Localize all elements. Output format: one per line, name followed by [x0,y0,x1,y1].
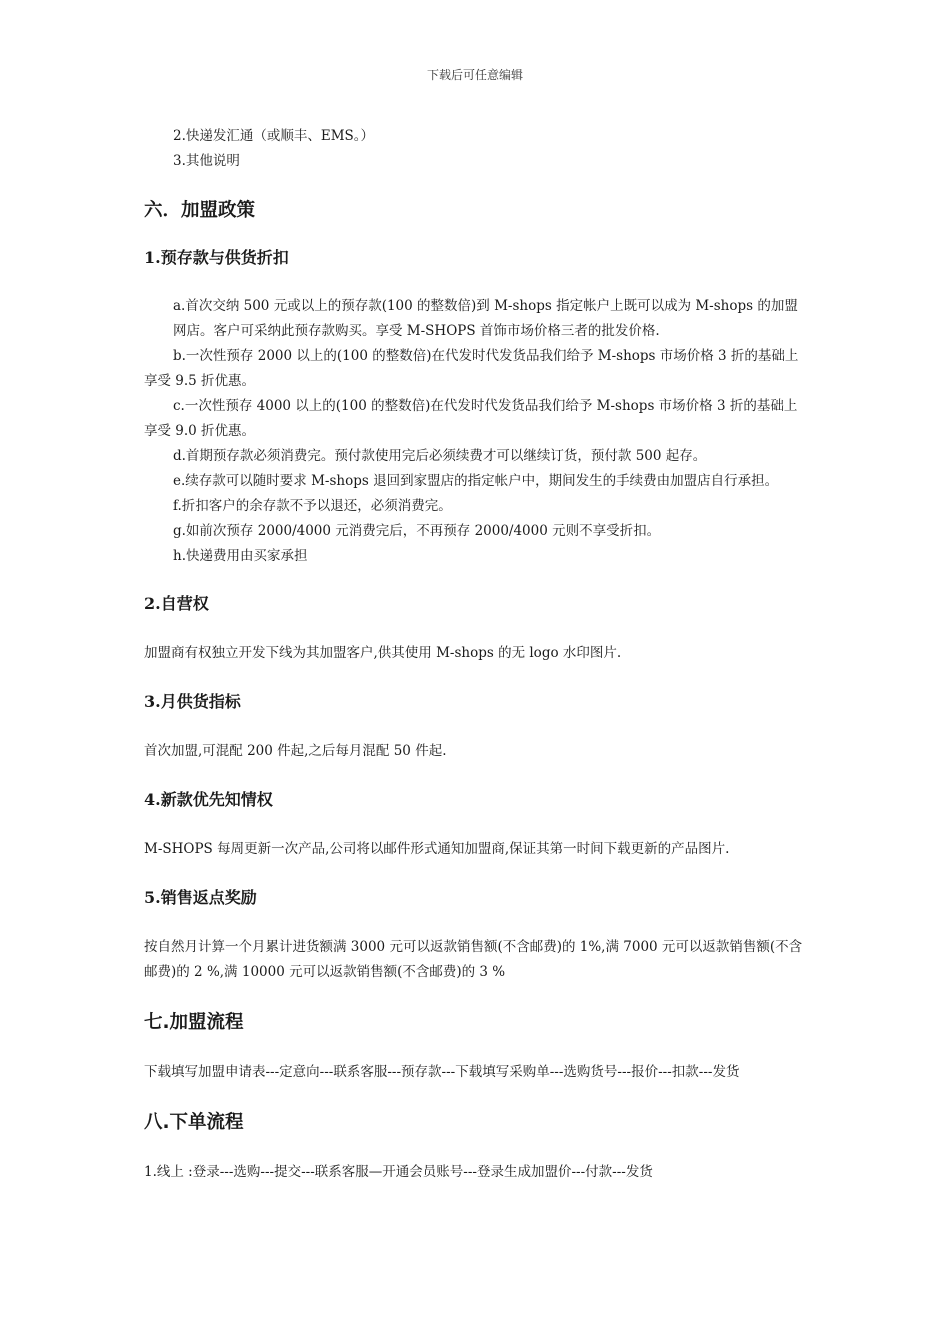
paragraph: 下载填写加盟申请表---定意向---联系客服---预存款---下载填写采购单---选购货号---报价---扣款---发货 [144,1064,740,1080]
list-item: f.折扣客户的余存款不予以退还，必须消费完。 [173,498,452,514]
sub1-title: 1.预存款与供货折扣 [144,248,289,267]
sub2-title: 2.自营权 [144,594,209,613]
list-item: 3.其他说明 [173,153,240,169]
list-item: a.首次交纳 500 元或以上的预存款(100 的整数倍)到 M-shops 指定帐户上既可以成为 M-shops 的加盟网店。客户可采纳此预存款购买。享受 M-SHOPS 首饰市场价格三者的批发价格. [173,298,798,339]
sub4-title: 4.新款优先知情权 [144,790,273,809]
list-item: b.一次性预存 2000 以上的(100 的整数倍)在代发时代发货品我们给予 M-shops 市场价格 3 折的基础上享受 9.5 折优惠。 [144,348,799,389]
paragraph: 首次加盟,可混配 200 件起,之后每月混配 50 件起. [144,743,447,759]
sub3-title: 3.月供货指标 [144,692,241,711]
paragraph: 加盟商有权独立开发下线为其加盟客户,供其使用 M-shops 的无 logo 水印图片. [144,645,622,661]
list-item: h.快递费用由买家承担 [173,548,308,564]
section6-title: 六．加盟政策 [144,200,256,221]
list-item: g.如前次预存 2000/4000 元消费完后，不再预存 2000/4000 元则不享受折扣。 [173,523,661,539]
section7-title: 七.加盟流程 [144,1012,244,1033]
paragraph: M-SHOPS 每周更新一次产品,公司将以邮件形式通知加盟商,保证其第一时间下载更新的产品图片. [144,841,730,857]
document-body [144,124,808,1185]
list-item: c.一次性预存 4000 以上的(100 的整数倍)在代发时代发货品我们给予 M-shops 市场价格 3 折的基础上享受 9.0 折优惠。 [144,398,798,439]
section8-title: 八.下单流程 [144,1112,244,1133]
list-item: e.续存款可以随时要求 M-shops 退回到家盟店的指定帐户中，期间发生的手续费由加盟店自行承担。 [173,473,779,489]
list-item: d.首期预存款必须消费完。预付款使用完后必须续费才可以继续订货，预付款 500 起存。 [173,448,707,464]
sub5-title: 5.销售返点奖励 [144,888,257,907]
list-item: 2.快递发汇通（或顺丰、EMS。） [173,128,375,144]
paragraph: 1.线上 :登录---选购---提交---联系客服—开通会员账号---登录生成加盟价---付款---发货 [144,1164,653,1180]
paragraph: 按自然月计算一个月累计进货额满 3000 元可以返款销售额(不含邮费)的 1%,满 7000 元可以返款销售额(不含邮费)的 2 %,满 10000 元可以返款销售额(不含邮费)的 3 % [144,939,803,980]
page-header: 下载后可任意编辑 [426,68,523,82]
